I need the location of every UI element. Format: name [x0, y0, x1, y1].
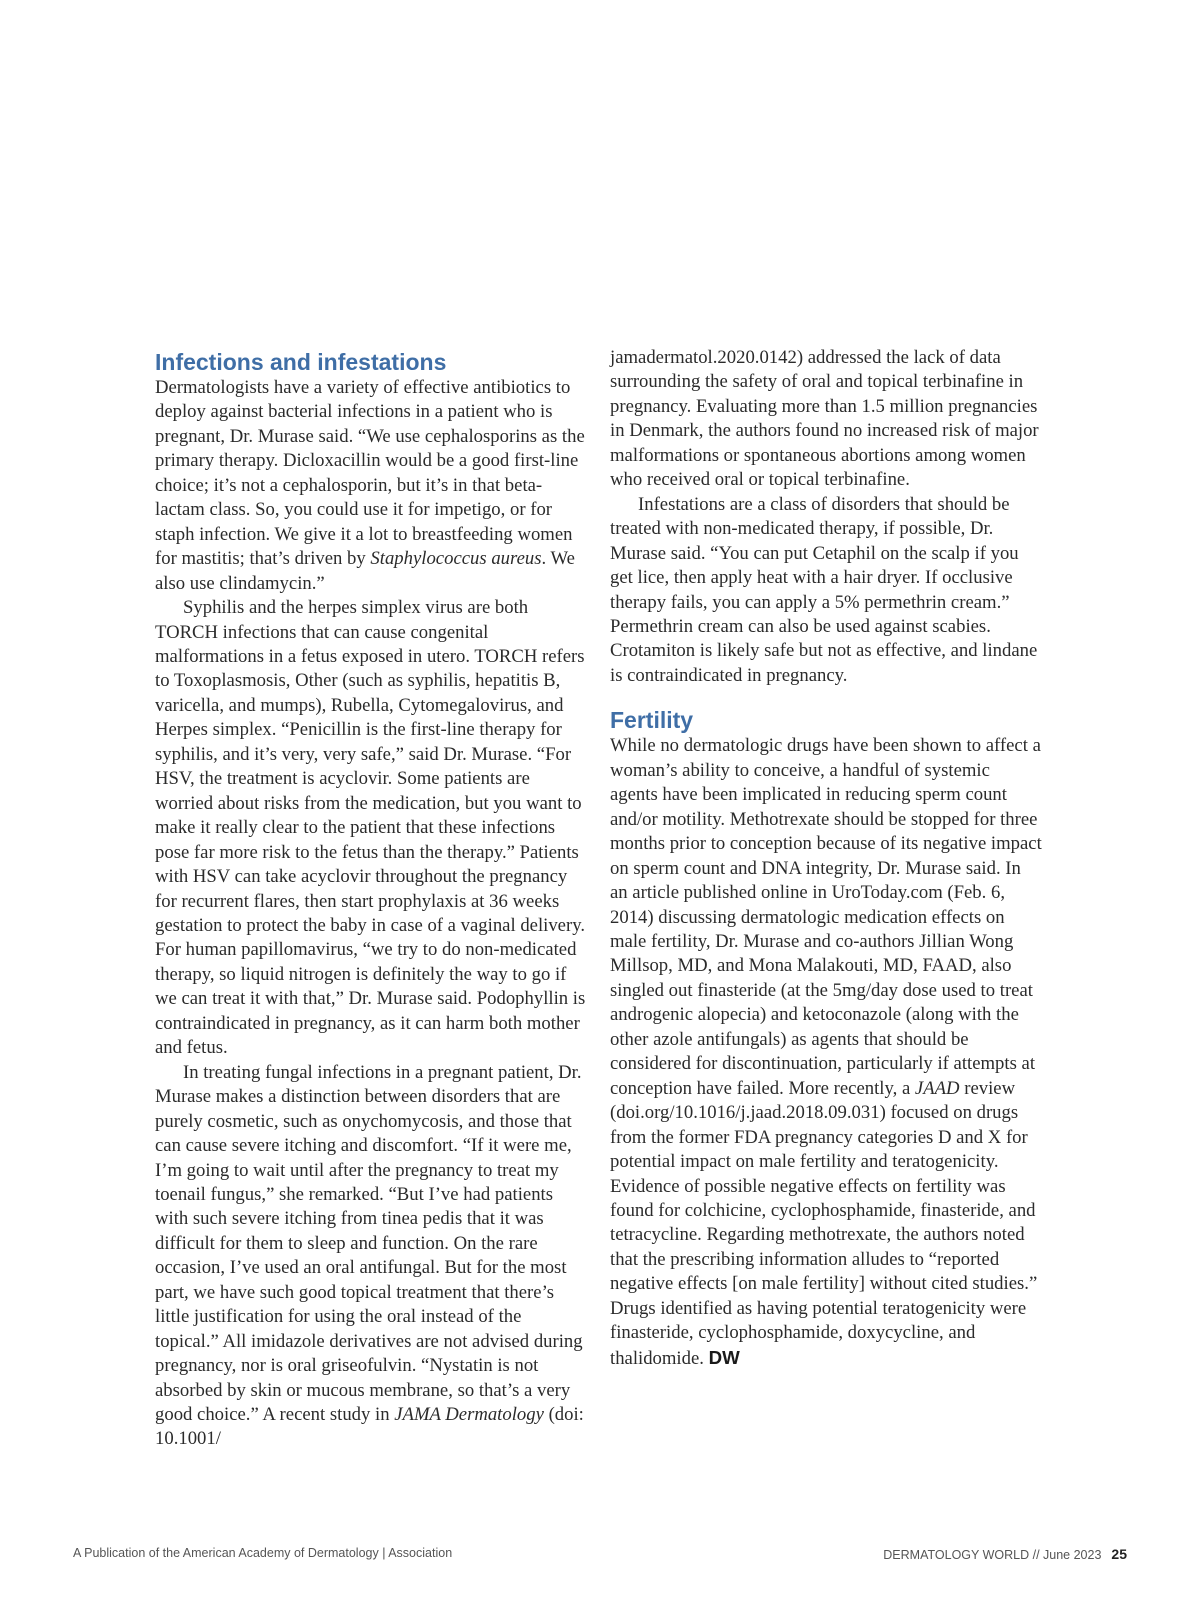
footer-issue — [883, 1546, 1127, 1562]
paragraph-text: review (doi.org/10.1016/j.jaad.2018.09.031) focused on drugs from the former FDA pregnancy categories D and X for potential impact on male fertility and teratogenicity. Evidence of possible negative effects on fertility was found for colchicine, cyclophosphamide, finasteride, and tetracycline. Regarding methotrexate, the authors noted that the prescribing information alludes to “reported negative effects [on male fertility] without cited studies.” Drugs identified as having potential teratogenicity were finasteride, cyclophosphamide, doxycycline, and thalidomide. — [610, 1077, 1038, 1369]
paragraph-fungal — [155, 1061, 587, 1452]
paragraph-text: While no dermatologic drugs have been shown to affect a woman’s ability to conceive, a handful of systemic agents have been implicated in reducing sperm count and/or motility. Methotrexate should be stopped for three months prior to conception because of its negative impact on sperm count and DNA integrity, Dr. Murase said. In an article published online in UroToday.com (Feb. 6, 2014) discussing dermatologic medication effects on male fertility, Dr. Murase and co-authors Jillian Wong Millsop, MD, and Mona Malakouti, MD, FAAD, also singled out finasteride (at the 5mg/day dose used to treat androgenic alopecia) and ketoconazole (along with the other azole antifungals) as agents that should be considered for discontinuation, particularly if attempts at conception have failed. More recently, a — [610, 735, 1042, 1099]
section-heading-infections: Infections and infestations — [155, 349, 447, 375]
right-column — [610, 346, 1042, 1371]
paragraph-text: . We also use clindamycin.” — [155, 548, 575, 594]
paragraph-text: (doi: 10.1001/ — [155, 1404, 584, 1450]
italic-journal: JAAD — [914, 1077, 960, 1099]
paragraph-terbinafine: jamadermatol.2020.0142) addressed the lack of data surrounding the safety of oral and topical terbinafine in pregnancy. Evaluating more than 1.5 million pregnancies in Denmark, the authors found no increased risk of major malformations or spontaneous abortions among women who received oral or topical terbinafine. — [610, 347, 1039, 491]
paragraph-text: Dermatologists have a variety of effective antibiotics to deploy against bacterial infections in a patient who is pregnant, Dr. Murase said. “We use cephalosporins as the primary therapy. Dicloxacillin would be a good first-line choice; it’s not a cephalosporin, but it’s in that beta-lactam class. So, you could use it for impetigo, or for staph infection. We give it a lot to breastfeeding women for mastitis; that’s driven by — [155, 377, 585, 570]
paragraph-antibiotics — [155, 376, 587, 596]
left-column — [155, 346, 587, 1452]
paragraph-fertility — [610, 734, 1042, 1371]
paragraph-infestations: Infestations are a class of disorders that should be treated with non-medicated therapy, if possible, Dr. Murase said. “You can put Cetaphil on the scalp if you get lice, then apply heat with a hair dryer. If occlusive therapy fails, you can apply a 5% permethrin cream.” Permethrin cream can also be used against scabies. Crotamiton is likely safe but not as effective, and lindane is contraindicated in pregnancy. — [610, 493, 1038, 686]
page-number: 25 — [1111, 1546, 1127, 1562]
italic-term: Staphylococcus aureus — [370, 548, 542, 570]
footer-publication: A Publication of the American Academy of Dermatology | Association — [73, 1546, 453, 1560]
italic-journal: JAMA Dermatology — [394, 1404, 544, 1426]
section-heading-fertility: Fertility — [610, 707, 694, 734]
footer-issue-text: DERMATOLOGY WORLD // June 2023 — [883, 1548, 1102, 1562]
end-mark: DW — [708, 1346, 740, 1368]
paragraph-text: In treating fungal infections in a pregnant patient, Dr. Murase makes a distinction between disorders that are purely cosmetic, such as onychomycosis, and those that can cause severe itching and discomfort. “If it were me, I’m going to wait until after the pregnancy to treat my toenail fungus,” she remarked. “But I’ve had patients with such severe itching from tinea pedis that it was difficult for them to sleep and function. On the rare occasion, I’ve used an oral antifungal. But for the most part, we have such good topical treatment that there’s little justification for using the oral instead of the topical.” All imidazole derivatives are not advised during pregnancy, nor is oral griseofulvin. “Nystatin is not absorbed by skin or mucous membrane, so that’s a very good choice.” A recent study in — [155, 1061, 583, 1426]
paragraph-torch: Syphilis and the herpes simplex virus are both TORCH infections that can cause congenital malformations in a fetus exposed in utero. TORCH refers to Toxoplasmosis, Other (such as syphilis, hepatitis B, varicella, and mumps), Rubella, Cytomegalovirus, and Herpes simplex. “Penicillin is the first-line therapy for syphilis, and it’s very, very safe,” said Dr. Murase. “For HSV, the treatment is acyclovir. Some patients are worried about risks from the medication, but you want to make it really clear to the patient that these infections pose far more risk to the fetus than the therapy.” Patients with HSV can take acyclovir throughout the pregnancy for recurrent flares, then start prophylaxis at 36 weeks gestation to protect the baby in case of a vaginal delivery. For human papillomavirus, “we try to do non-medicated therapy, so liquid nitrogen is definitely the way to go if we can treat it with that,” Dr. Murase said. Podophyllin is contraindicated in pregnancy, as it can harm both mother and fetus. — [155, 597, 586, 1059]
